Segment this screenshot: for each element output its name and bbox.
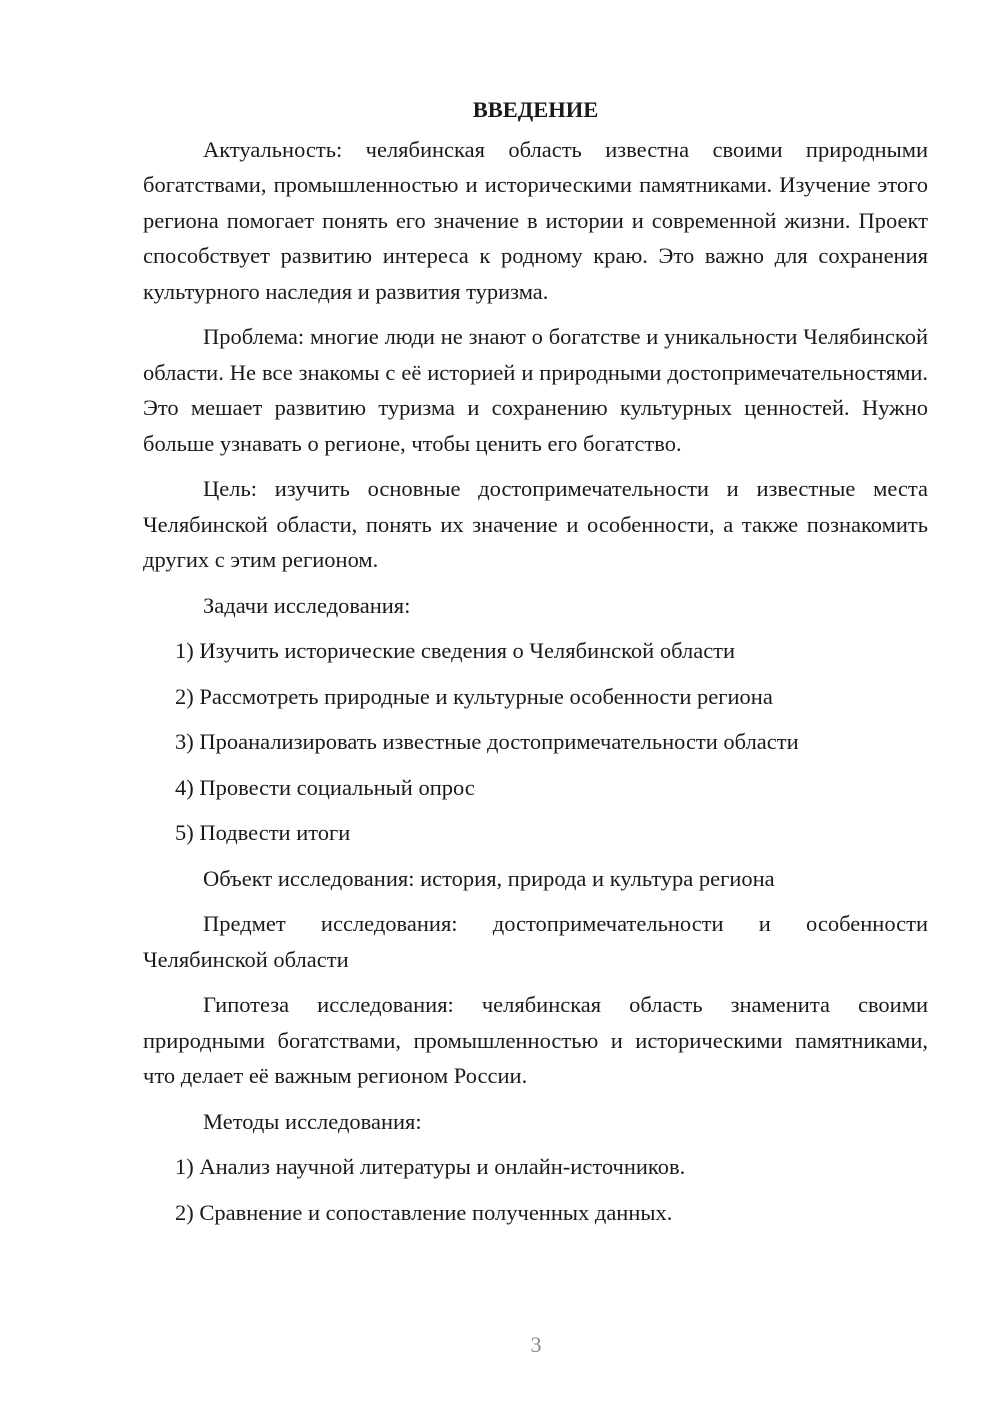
goal-paragraph: Цель: изучить основные достопримечательности и известные места Челябинской области, понять их значение и особенности, а также познакомить других с этим регионом.	[143, 476, 928, 572]
relevance-paragraph: Актуальность: челябинская область известна своими природными богатствами, промышленностью и историческими памятниками. Изучение этого региона помогает понять его значение в истории и современной жизни. Проект способствует развитию интереса к родному краю. Это важно для сохранения культурного наследия и развития туризма.	[143, 136, 928, 304]
hypothesis-paragraph: Гипотеза исследования: челябинская область знаменита своими природными богатствами, промышленностью и историческими памятниками, что делает её важным регионом России.	[143, 992, 928, 1088]
task-item: 2) Рассмотреть природные и культурные особенности региона	[175, 683, 773, 709]
methods-heading: Методы исследования:	[203, 1108, 422, 1134]
task-item: 5) Подвести итоги	[175, 820, 351, 845]
document-page	[143, 92, 928, 1240]
page-number: 3	[530, 1332, 542, 1357]
task-item: 4) Провести социальный опрос	[175, 774, 475, 800]
method-item: 2) Сравнение и сопоставление полученных данных.	[175, 1199, 673, 1225]
task-item: 1) Изучить исторические сведения о Челябинской области	[175, 638, 736, 663]
problem-paragraph: Проблема: многие люди не знают о богатстве и уникальности Челябинской области. Не все знакомы с её историей и природными достопримечательностями. Это мешает развитию туризма и сохранению культурных ценностей. Нужно больше узнавать о регионе, чтобы ценить его богатство.	[143, 324, 928, 456]
method-item: 1) Анализ научной литературы и онлайн-источников.	[175, 1154, 686, 1179]
task-item: 3) Проанализировать известные достопримечательности области	[175, 729, 799, 754]
object-paragraph: Объект исследования: история, природа и культура региона	[203, 865, 775, 891]
tasks-heading: Задачи исследования:	[203, 592, 411, 618]
subject-paragraph: Предмет исследования: достопримечательности и особенности Челябинской области	[143, 911, 928, 972]
page-title: ВВЕДЕНИЕ	[472, 97, 599, 122]
